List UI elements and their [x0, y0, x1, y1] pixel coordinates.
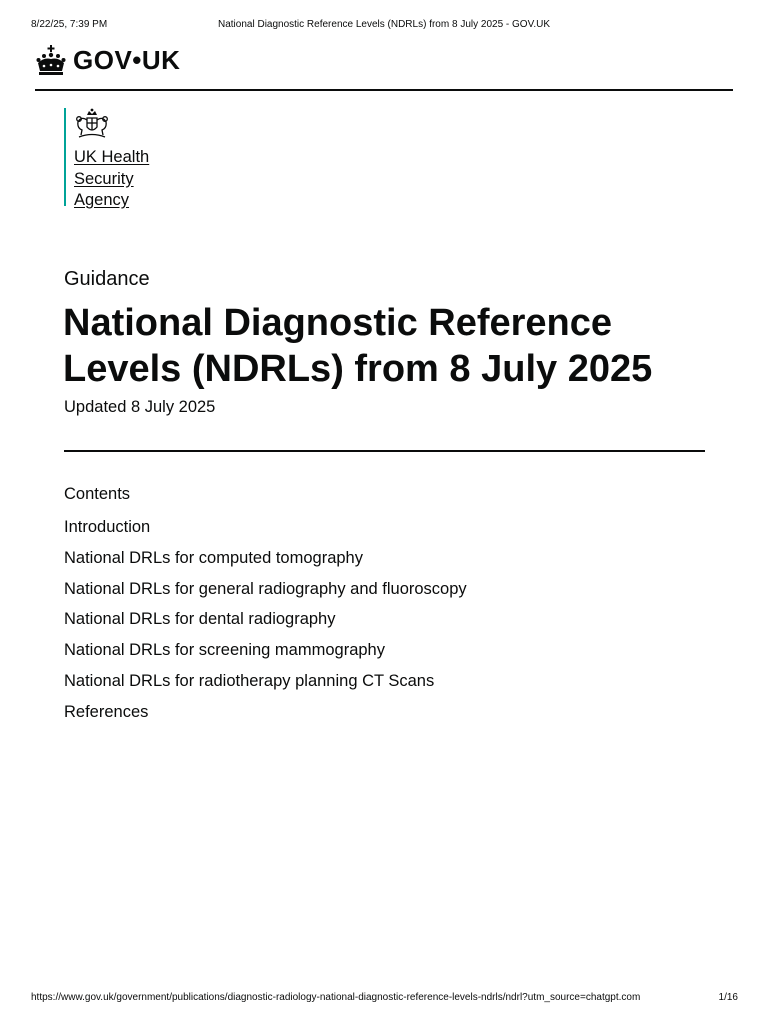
- page-title: National Diagnostic Reference Levels (NDRLs) from 8 July 2025: [63, 302, 653, 390]
- contents-item: [64, 548, 467, 579]
- contents-item: [64, 609, 467, 640]
- print-header: [0, 19, 768, 33]
- contents-item: [64, 671, 467, 702]
- contents-link-references[interactable]: References: [64, 702, 149, 721]
- crown-icon: [35, 45, 67, 75]
- contents-list: [64, 517, 467, 733]
- contents-link-dental-radiography[interactable]: National DRLs for dental radiography: [64, 610, 336, 629]
- govuk-home-link[interactable]: [35, 45, 180, 75]
- updated-date: Updated 8 July 2025: [64, 398, 216, 416]
- section-divider: [64, 450, 705, 452]
- print-document-title: National Diagnostic Reference Levels (NDRLs) from 8 July 2025 - GOV.UK: [218, 19, 550, 30]
- govuk-logotype: GOV•UK: [73, 45, 181, 75]
- contents-link-screening-mammography[interactable]: National DRLs for screening mammography: [64, 641, 385, 660]
- contents-item: [64, 579, 467, 610]
- contents-item: [64, 517, 467, 548]
- org-name-line-2: Security: [74, 169, 134, 188]
- royal-coat-of-arms-icon: [74, 108, 149, 145]
- contents-item: [64, 640, 467, 671]
- print-footer: [0, 992, 768, 1006]
- organisation-logo[interactable]: [64, 108, 150, 209]
- contents-link-introduction[interactable]: Introduction: [64, 518, 151, 536]
- organisation-name-link[interactable]: [74, 147, 149, 212]
- print-datetime: 8/22/25, 7:39 PM: [31, 19, 108, 30]
- contents-link-general-radiography[interactable]: National DRLs for general radiography and fluoroscopy: [64, 579, 467, 598]
- page-caption: Guidance: [64, 268, 150, 290]
- contents-link-radiotherapy-planning[interactable]: National DRLs for radiotherapy planning CT Scans: [64, 671, 435, 690]
- print-url: https://www.gov.uk/government/publications/diagnostic-radiology-national-diagnostic-reference-levels-ndrls/ndrl?utm_source=chatgpt.com: [31, 992, 641, 1003]
- govuk-header: [35, 43, 733, 91]
- contents-heading: Contents: [64, 485, 131, 503]
- contents-item: [64, 702, 467, 733]
- print-page-number: 1/16: [718, 992, 738, 1003]
- org-name-line-1: UK Health: [74, 148, 150, 166]
- org-name-line-3: Agency: [74, 191, 130, 209]
- contents-link-computed-tomography[interactable]: National DRLs for computed tomography: [64, 548, 363, 567]
